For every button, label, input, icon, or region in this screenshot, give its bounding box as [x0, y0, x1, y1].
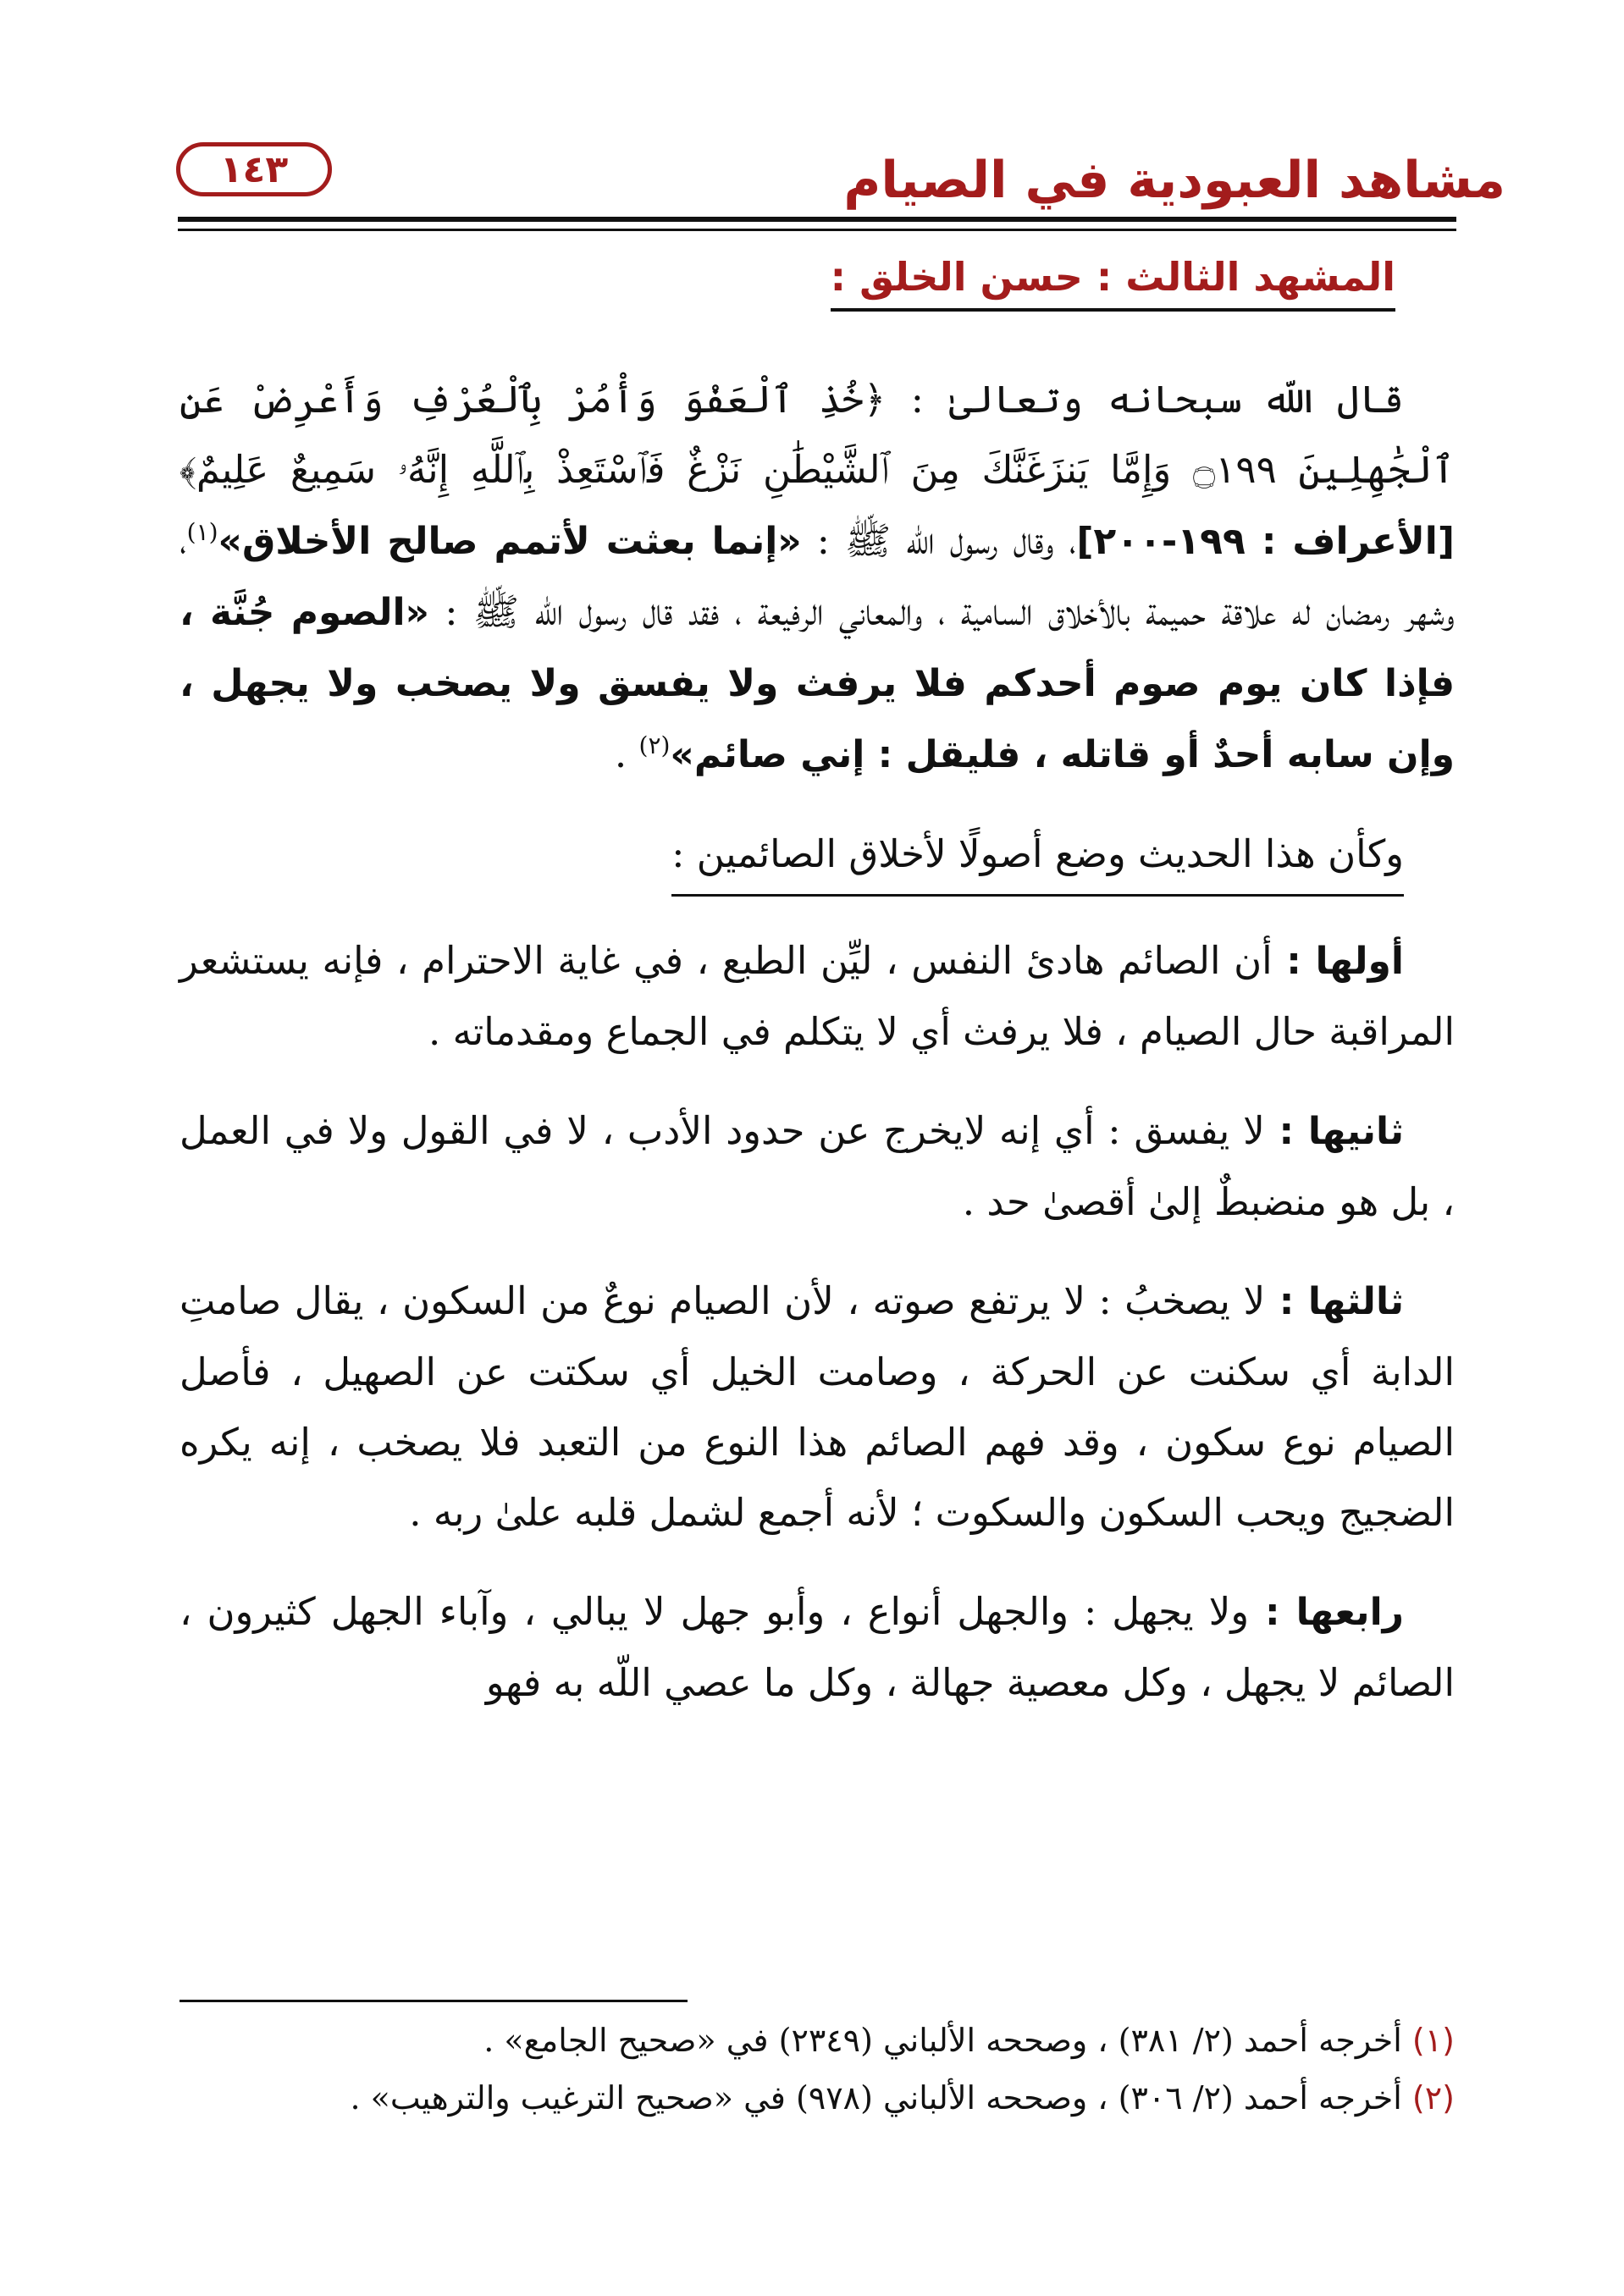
header-rule-thick	[178, 217, 1456, 222]
paragraph-6	[180, 1576, 1455, 1718]
footnote-separator	[180, 2000, 688, 2002]
quran-verse: ﴿خُذِ ٱلْعَفْوَ وَأْمُرْ بِٱلْعُرْفِ وَأَعْرِضْ عَنِ ٱلْجَٰهِلِينَ ۝١٩٩ وَإِمَّا يَنزَغَنَّكَ مِنَ ٱلشَّيْطَٰنِ نَزْغٌ فَٱسْتَعِذْ بِٱللَّهِ إِنَّهُۥ سَمِيعٌ عَلِيمٌ﴾	[180, 377, 1456, 492]
footnote-2	[180, 2069, 1455, 2127]
p1-mid: ، وقال رسول اللّه ﷺ :	[801, 518, 1077, 563]
footnote-2-number: (٢)	[1411, 2079, 1455, 2117]
p3-text: أن الصائم هادئ النفس ، ليِّن الطبع ، في غاية الاحترام ، فإنه يستشعر المراقبة حال الصيام ، فلا يرفث أي لا يتكلم في الجماع ومقدماته .	[180, 938, 1455, 1054]
p4-label: ثانيها :	[1264, 1110, 1405, 1153]
p1-intro: قال اللّه سبحانه وتعالىٰ :	[886, 377, 1404, 422]
p3-label: أولها :	[1272, 940, 1404, 983]
p4-text: لا يفسق : أي إنه لايخرج عن حدود الأدب ، لا في القول ولا في العمل ، بل هو منضبطٌ إلىٰ أقصىٰ حد .	[180, 1108, 1455, 1224]
paragraph-5	[180, 1266, 1455, 1548]
footnote-1	[180, 2012, 1455, 2069]
p6-label: رابعها :	[1249, 1591, 1404, 1634]
section-heading: المشهد الثالث : حسن الخلق :	[831, 254, 1395, 312]
paragraph-4	[180, 1096, 1455, 1237]
page-number: ١٤٣	[219, 147, 289, 191]
hadith-1: «إنما بعثت لأتمم صالح الأخلاق»	[218, 520, 802, 563]
p5-text: لا يصخبُ : لا يرتفع صوته ، لأن الصيام نوعٌ من السكون ، يقال صامتِ الدابة أي سكنت عن الحركة ، وصامت الخيل أي سكتت عن الصهيل ، فأصل الصيام نوع سكون ، وقد فهم الصائم هذا النوع من التعبد فلا يصخب ، إنه يكره الضجيج ويحب السكون والسكوت ؛ لأنه أجمع لشمل قلبه علىٰ ربه .	[180, 1278, 1455, 1535]
footnote-2-text: أخرجه أحمد (٢/ ٣٠٦) ، وصححه الألباني (٩٧٨) في «صحيح الترغيب والترهيب» .	[350, 2079, 1412, 2117]
paragraph-1	[180, 364, 1455, 790]
header-rule-thin	[178, 229, 1456, 231]
footnote-marker-2: (٢)	[638, 731, 671, 759]
paragraph-2	[180, 819, 1455, 897]
footnote-1-number: (١)	[1411, 2022, 1455, 2059]
body-text	[180, 364, 1455, 1718]
p1-cont: ، وشهر رمضان له علاقة حميمة بالأخلاق السامية ، والمعاني الرفيعة ، فقد قال رسول اللّه ﷺ :	[180, 518, 1455, 634]
verse-reference: [الأعراف : ١٩٩-٢٠٠]	[1076, 520, 1455, 563]
p6-text: ولا يجهل : والجهل أنواع ، وأبو جهل لا يبالي ، وآباء الجهل كثيرون ، الصائم لا يجهل ، وكل معصية جهالة ، وكل ما عصي اللّه به فهو	[180, 1589, 1455, 1705]
p1-end: .	[614, 731, 639, 776]
footnote-1-text: أخرجه أحمد (٢/ ٣٨١) ، وصححه الألباني (٢٣٤٩) في «صحيح الجامع» .	[483, 2022, 1412, 2059]
page-number-badge	[176, 142, 332, 196]
footnotes	[180, 2012, 1455, 2127]
principles-intro: وكأن هذا الحديث وضع أصولًا لأخلاق الصائمين :	[671, 819, 1404, 897]
footnote-marker-1: (١)	[186, 518, 218, 546]
hadith-2: «الصوم جُنَّة ، فإذا كان يوم صوم أحدكم فلا يرفث ولا يفسق ولا يصخب ولا يجهل ، وإن سابه أحدٌ أو قاتله ، فليقل : إني صائم»	[180, 591, 1455, 776]
running-header-title: مشاهد العبودية في الصيام	[843, 151, 1505, 210]
paragraph-3	[180, 925, 1455, 1067]
p5-label: ثالثها :	[1265, 1280, 1404, 1323]
